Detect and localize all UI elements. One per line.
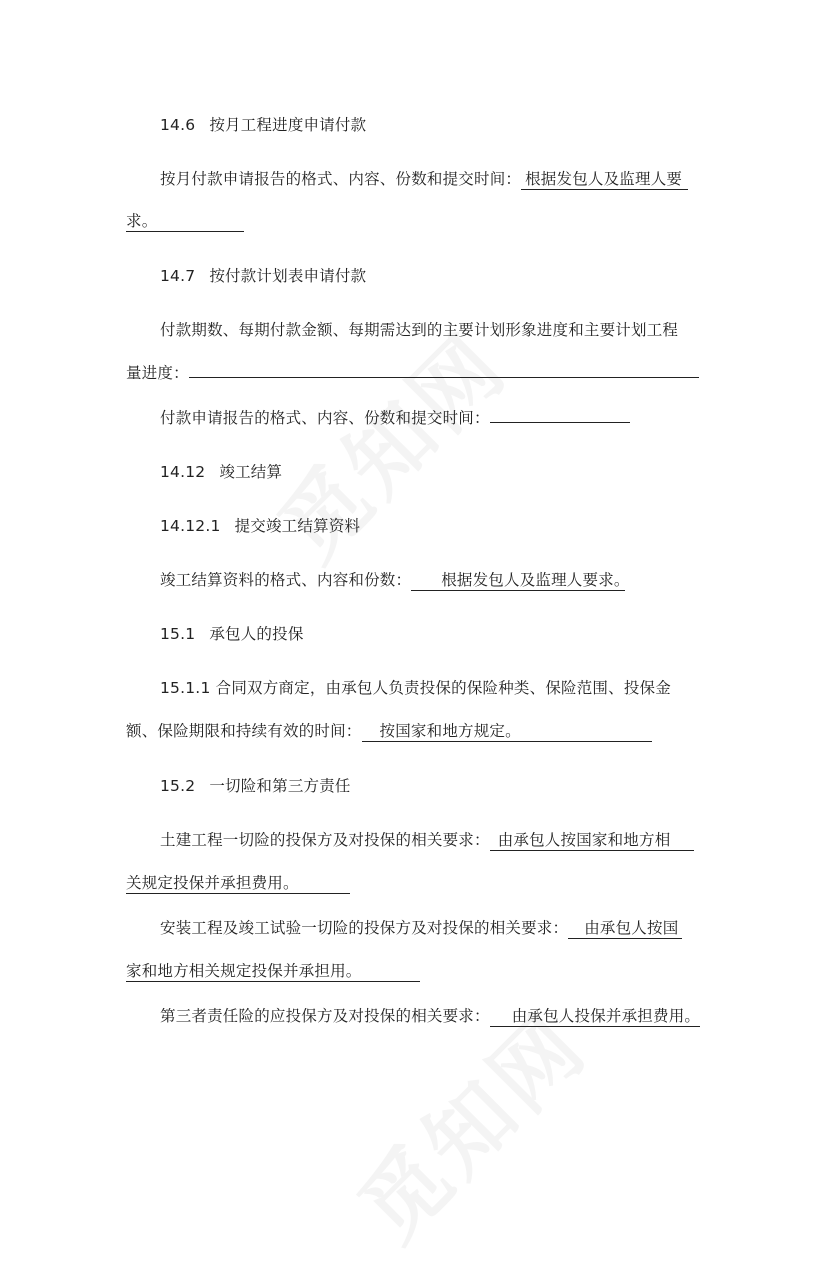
section-number: 14.12.1	[160, 517, 221, 535]
field-value: 家和地方相关规定投保并承担用。	[126, 961, 420, 982]
field-label: 竣工结算资料的格式、内容和份数：	[160, 571, 412, 589]
paragraph	[160, 407, 630, 429]
section-heading-15-1	[160, 623, 304, 645]
section-heading-14-12	[160, 461, 282, 483]
paragraph-continuation	[126, 872, 350, 894]
paragraph	[160, 1005, 700, 1027]
paragraph-continuation	[126, 210, 244, 232]
field-value: 根据发包人及监理人要	[521, 169, 688, 190]
field-label: 安装工程及竣工试验一切险的投保方及对投保的相关要求：	[160, 919, 569, 937]
field-value: 由承包人按国	[568, 918, 682, 939]
paragraph-continuation	[126, 960, 420, 982]
section-title: 一切险和第三方责任	[209, 777, 351, 795]
field-label: 额、保险期限和持续有效的时间：	[126, 722, 362, 740]
paragraph	[160, 569, 630, 591]
field-label: 量进度：	[126, 364, 189, 382]
section-heading-14-6	[160, 114, 366, 136]
section-number: 15.1	[160, 625, 196, 643]
paragraph-continuation	[126, 362, 699, 384]
field-label: 第三者责任险的应投保方及对投保的相关要求：	[160, 1007, 490, 1025]
field-label: 土建工程一切险的投保方及对投保的相关要求：	[160, 831, 490, 849]
field-value: 由承包人投保并承担费用。	[490, 1006, 700, 1027]
field-value: 根据发包人及监理人要求。	[411, 570, 625, 591]
field-label: 按月付款申请报告的格式、内容、份数和提交时间：	[160, 170, 522, 188]
section-title: 提交竣工结算资料	[234, 517, 361, 535]
section-number: 15.2	[160, 777, 196, 795]
field-label: 付款期数、每期付款金额、每期需达到的主要计划形象进度和主要计划工程	[160, 321, 679, 339]
field-label: 付款申请报告的格式、内容、份数和提交时间：	[160, 409, 490, 427]
section-heading-14-12-1	[160, 515, 360, 537]
paragraph	[160, 677, 671, 699]
section-title: 承包人的投保	[209, 625, 304, 643]
watermark	[247, 301, 530, 584]
field-value: 求。	[126, 211, 244, 232]
section-heading-15-2	[160, 775, 351, 797]
section-number: 14.6	[160, 116, 196, 134]
paragraph	[160, 829, 694, 851]
paragraph	[160, 168, 688, 190]
blank-field	[490, 422, 630, 423]
field-value: 关规定投保并承担费用。	[126, 873, 350, 894]
paragraph	[160, 917, 682, 939]
section-number: 14.12	[160, 463, 206, 481]
blank-field	[189, 377, 699, 378]
section-heading-14-7	[160, 265, 366, 287]
field-value: 按国家和地方规定。	[362, 721, 652, 742]
field-value: 由承包人按国家和地方相	[490, 830, 694, 851]
paragraph-text: 15.1.1 合同双方商定，由承包人负责投保的保险种类、保险范围、投保金	[160, 679, 671, 697]
section-title: 竣工结算	[219, 463, 283, 481]
section-number: 14.7	[160, 267, 196, 285]
section-title: 按月工程进度申请付款	[209, 116, 367, 134]
paragraph-continuation	[126, 720, 652, 742]
section-title: 按付款计划表申请付款	[209, 267, 367, 285]
paragraph	[160, 319, 678, 341]
